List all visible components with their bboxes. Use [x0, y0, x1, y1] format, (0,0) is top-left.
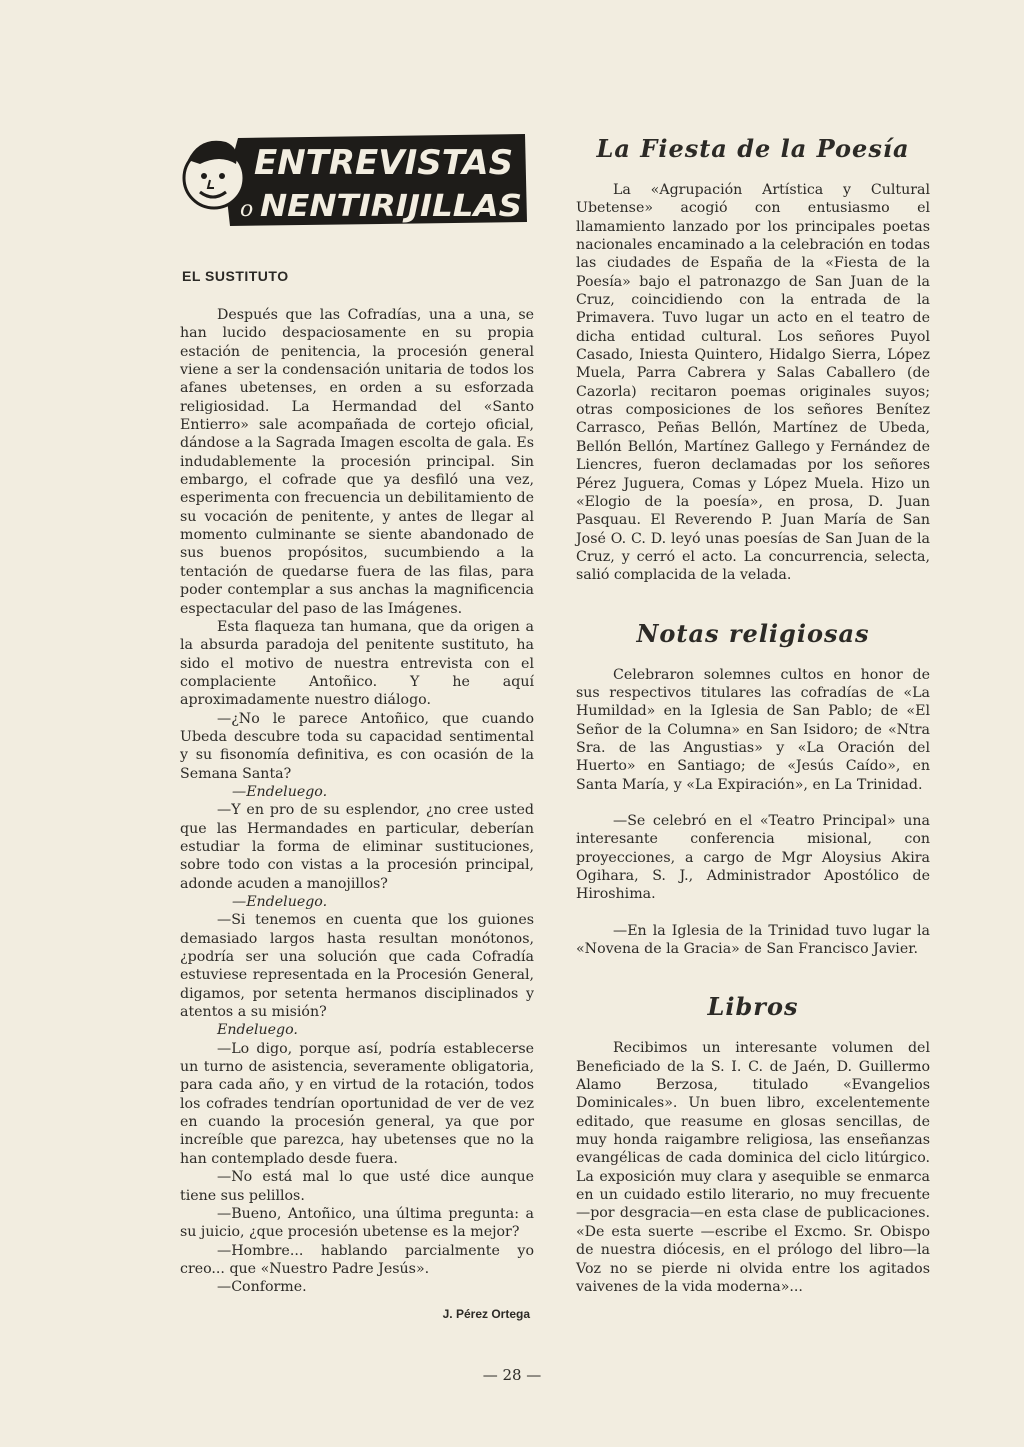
paragraph: Recibimos un interesante volumen del Beneficiado de la S. I. C. de Jaén, D. Guillermo Alamo Berzosa, titulado «Evangelios Dominicales». Un buen libro, excelentemente editado, que reasume en glosas sencillas, de muy honda raigambre religiosa, las enseñanzas evangélicas de cada dominica del ciclo litúrgico. La exposición muy clara y asequible se enmarca en un cuidado estilo literario, no muy frecuente—por desgracia—en esta clase de publicaciones. «De esta suerte —escribe el Excmo. Sr. Obispo de nuestra diócesis, en el prólogo del libro—la Voz no se pierde ni olvida entre los agitados vaivenes de la vida moderna»...: [576, 1040, 930, 1295]
paragraph: —No está mal lo que usté dice aunque tiene sus pelillos.: [180, 1169, 534, 1204]
paragraph: —Lo digo, porque así, podría establecerse un turno de asistencia, severamente obligatoria, para cada año, y en virtud de la rotación, todos los cofrades tendrían oportunidad de ver de vez en cuando la procesión general, ya que por increíble que parezca, hay ubetenses que no la han contemplado desde fuera.: [180, 1040, 534, 1167]
paragraph: Endeluego.: [217, 1022, 298, 1039]
right-column: [576, 130, 930, 1296]
paragraph: —Hombre... hablando parcialmente yo creo... que «Nuestro Padre Jesús».: [180, 1242, 534, 1277]
section-heading: La Fiesta de la Poesía: [596, 134, 910, 163]
paragraph-gap: [576, 904, 930, 922]
svg-text:o: o: [240, 197, 254, 222]
paragraph: —Endeluego.: [232, 894, 328, 910]
section-gap: [576, 585, 930, 615]
paragraph: —Se celebró en el «Teatro Principal» una interesante conferencia misional, con proyecciones, a cargo de Mgr Aloysius Akira Ogihara, S. J., Administrador Apostólico de Hiroshima.: [576, 812, 930, 903]
section-body: [576, 181, 930, 585]
section-heading: Notas religiosas: [636, 618, 870, 648]
section-body: [576, 1039, 930, 1296]
paragraph: Celebraron solemnes cultos en honor de sus respectivos titulares las cofradías de «La Humildad» en la Iglesia de San Pablo; de «El Señor de la Columna» en San Isidoro; de «Ntra Sra. de las Angustias» y «La Oración del Huerto» en Santiago; de «Jesús Caído», en Santa María, y «La Expiración», en La Trinidad.: [576, 666, 930, 793]
paragraph: —Bueno, Antoñico, una última pregunta: a su juicio, ¿que procesión ubetense es la mejor?: [180, 1205, 534, 1241]
banner-artwork: [180, 130, 530, 230]
left-column: [180, 130, 534, 1321]
paragraph: —Si tenemos en cuenta que los guiones demasiado largos hasta resultan monótonos, ¿podría ser una solución que cada Cofradía estuviese representada en la Procesión General, digamos, por setenta hermanos disciplinados y atentos a su misión?: [180, 912, 534, 1021]
section-title: EL SUSTITUTO: [182, 268, 289, 284]
paragraph: —¿No le parece Antoñico, que cuando Ubeda descubre toda su capacidad sentimental y su fisonomía definitiva, es con ocasión de la Semana Santa?: [180, 710, 534, 782]
svg-text:NENTIRIJILLAS: NENTIRIJILLAS: [260, 189, 522, 224]
paragraph: La «Agrupación Artística y Cultural Ubetense» acogió con entusiasmo el llamamiento lanzado por los principales poetas nacionales encaminado a la celebración en todas las ciudades de España de la «Fiesta de la Poesía» bajo el patronazgo de San Juan de la Cruz, coincidiendo con la entrada de la Primavera. Tuvo lugar un acto en el teatro de dicha entidad cultural. Los señores Puyol Casado, Iniesta Quintero, Hidalgo Sierra, López Muela, Parra Cabrera y Salas Caballero (de Cazorla) recitaron poemas originales suyos; otras composiciones de los señores Benítez Carrasco, Peñas Bellón, Martínez de Ubeda, Bellón Bellón, Martínez Gallego y Fernández de Liencres, fueron declamadas por los señores Pérez Juguera, Comas y López Muela. Hizo un «Elogio de la poesía», en prosa, D. Juan Pasquau. El Reverendo P. Juan María de San José O. C. D. leyó unas poesías de San Juan de la Cruz, y cerró el acto. La concurrencia, selecta, salió complacida de la velada.: [576, 182, 930, 584]
paragraph: Esta flaqueza tan humana, que da origen a la absurda paradoja del penitente sustituto, ha sido el motivo de nuestra entrevista con el complaciente Antoñico. Y he aquí aproximadamente nuestro diálogo.: [180, 618, 534, 709]
paragraph-gap: [576, 794, 930, 812]
paragraph: —Y en pro de su esplendor, ¿no cree usted que las Hermandades en particular, deberían estudiar la forma de eliminar sustituciones, sobre todo con vistas a la procesión principal, adonde acuden a manojillos?: [180, 802, 534, 892]
paragraph: —Endeluego.: [232, 783, 328, 800]
section-gap: [576, 958, 930, 988]
svg-text:ENTREVISTAS: ENTREVISTAS: [254, 143, 514, 183]
section-body: [576, 666, 930, 959]
paragraph: —En la Iglesia de la Trinidad tuvo lugar la «Novena de la Gracia» de San Francisco Javier.: [576, 922, 930, 958]
author-signature: J. Pérez Ortega: [442, 1306, 530, 1321]
page-number: — 28 —: [482, 1366, 542, 1384]
paragraph: Después que las Cofradías, una a una, se han lucido despaciosamente en su propia estación de penitencia, la procesión general viene a ser la condensación unitaria de todos los afanes ubetenses, en orden a su esforzada religiosidad. La Hermandad del «Santo Entierro» sale acompañada de cortejo oficial, dándose a la Sagrada Imagen escolta de gala. Es indudablemente la procesión principal. Sin embargo, el cofrade que ya desfiló una vez, esperimenta con frecuencia un debilitamiento de su vocación de penitente, y antes de llegar al momento culminante se siente abandonado de sus buenos propósitos, sucumbiendo a la tentación de quedarse fuera de las filas, para poder contemplar a sus anchas la magnificencia espectacular del paso de las Imágenes.: [180, 307, 534, 617]
entrevistas-banner: [180, 130, 530, 230]
paragraph: —Conforme.: [217, 1279, 307, 1296]
section-heading: Libros: [707, 992, 799, 1022]
interview-text: [180, 306, 534, 1297]
